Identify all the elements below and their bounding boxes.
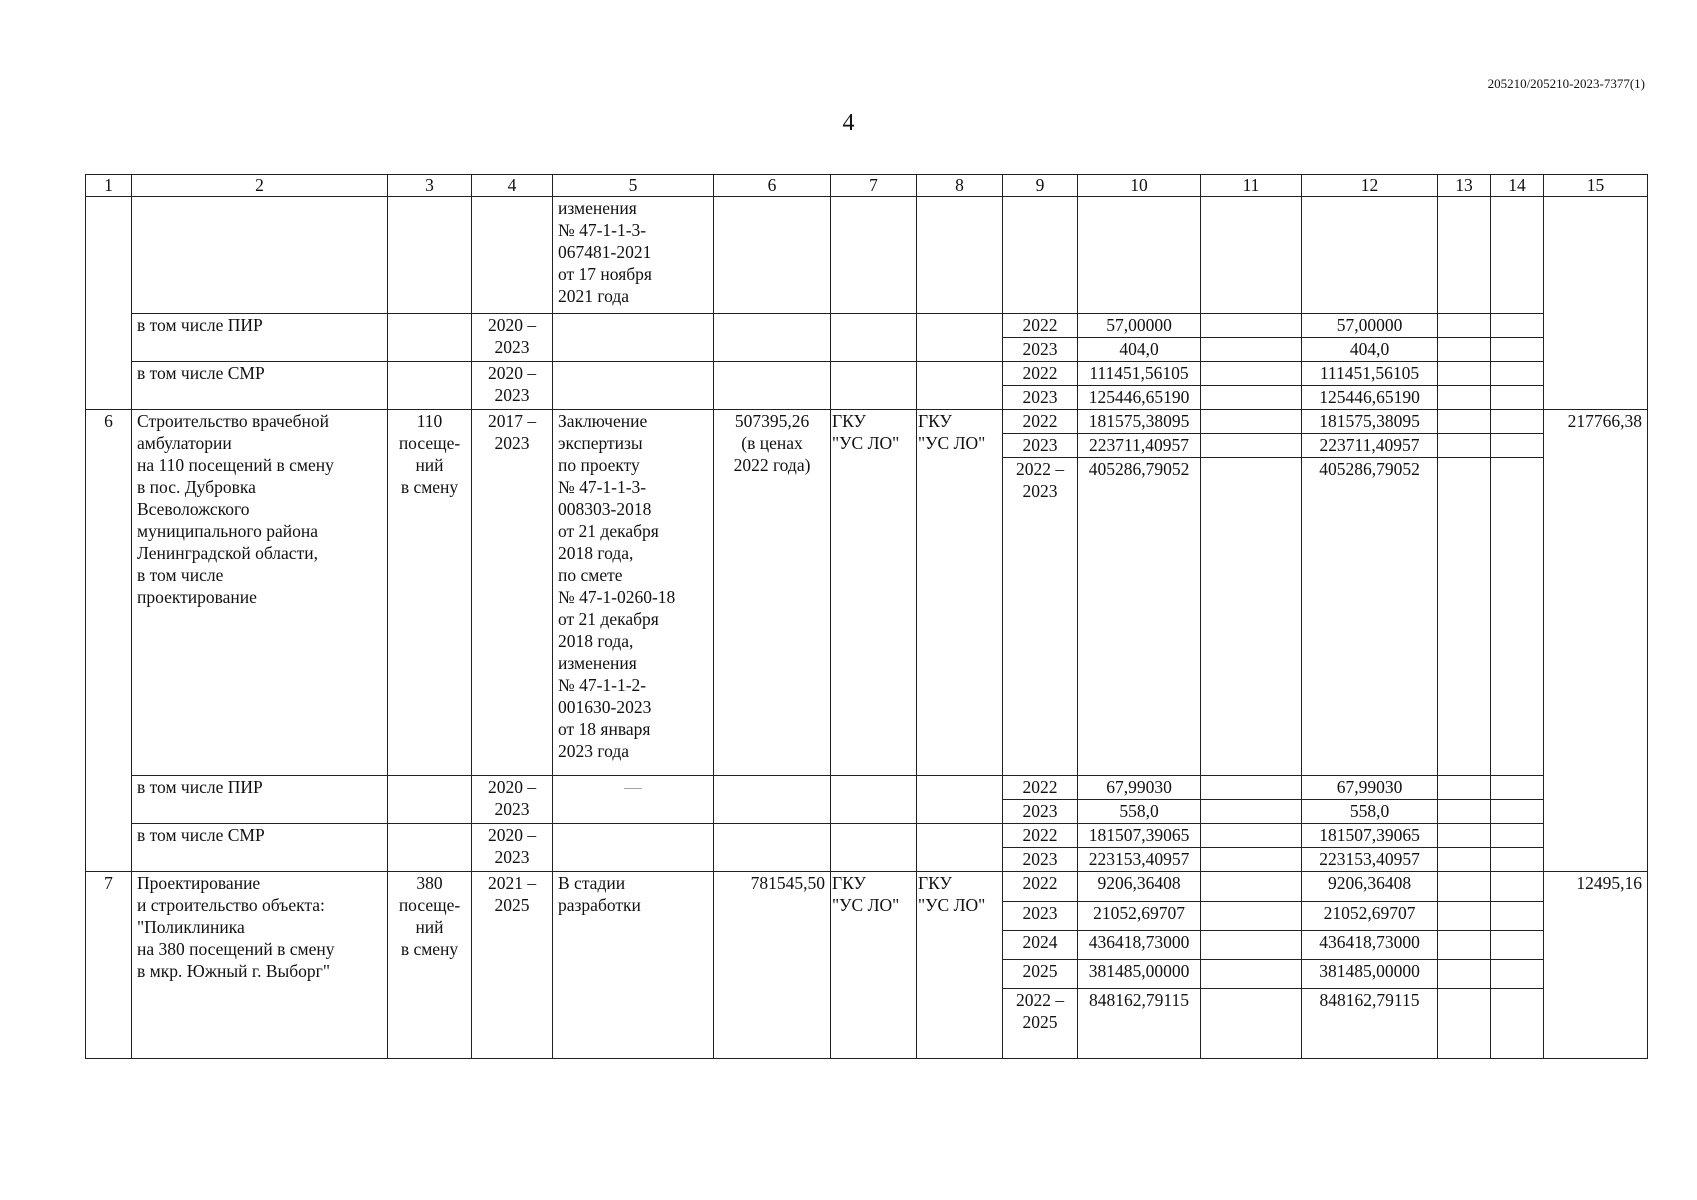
amount: 21052,69707	[1078, 902, 1201, 931]
table-row	[86, 410, 1648, 434]
year: 2022	[1003, 824, 1078, 848]
document-id: 205210/205210-2023-7377(1)	[1487, 76, 1645, 91]
period: 2020 – 2023	[472, 776, 553, 824]
expertise-dash: —	[553, 776, 714, 824]
amount: 21052,69707	[1302, 902, 1438, 931]
col-header-13: 13	[1438, 175, 1491, 197]
year: 2022 – 2025	[1003, 989, 1078, 1059]
object-name: Проектирование и строительство объекта: "Поликлиника на 380 посещений в смену в мкр. Южный г. Выборг"	[132, 872, 388, 1059]
year: 2023	[1003, 434, 1078, 458]
amount: 9206,36408	[1078, 872, 1201, 902]
amount: 181575,38095	[1078, 410, 1201, 434]
row-label: в том числе СМР	[132, 824, 388, 872]
row-number: 6	[86, 410, 132, 872]
amount: 111451,56105	[1078, 362, 1201, 386]
amount: 57,00000	[1078, 314, 1201, 338]
object-name: Строительство врачебной амбулатории на 110 посещений в смену в пос. Дубровка Всеволожского муниципального района Ленинградской области, в том числе проектирование	[132, 410, 388, 776]
amount: 558,0	[1302, 800, 1438, 824]
table-row	[86, 824, 1648, 848]
remaining-cost: 12495,16	[1544, 872, 1648, 1059]
amount: 181507,39065	[1078, 824, 1201, 848]
year: 2023	[1003, 338, 1078, 362]
customer: ГКУ "УС ЛО"	[831, 410, 917, 776]
amount: 67,99030	[1302, 776, 1438, 800]
table-row	[86, 362, 1648, 386]
table-row	[86, 314, 1648, 338]
col-header-11: 11	[1201, 175, 1302, 197]
col-header-15: 15	[1544, 175, 1648, 197]
capacity: 110 посеще- ний в смену	[388, 410, 472, 776]
amount: 67,99030	[1078, 776, 1201, 800]
period: 2017 – 2023	[472, 410, 553, 776]
col-header-1: 1	[86, 175, 132, 197]
amount: 223711,40957	[1078, 434, 1201, 458]
amount: 404,0	[1078, 338, 1201, 362]
period: 2020 – 2023	[472, 362, 553, 410]
estimated-cost: 781545,50	[714, 872, 831, 1059]
period: 2020 – 2023	[472, 824, 553, 872]
col-header-4: 4	[472, 175, 553, 197]
expertise: В стадии разработки	[553, 872, 714, 1059]
col-header-8: 8	[917, 175, 1003, 197]
table-row	[86, 197, 1648, 314]
year: 2022 – 2023	[1003, 458, 1078, 776]
amount: 111451,56105	[1302, 362, 1438, 386]
row-label: в том числе СМР	[132, 362, 388, 410]
year: 2022	[1003, 410, 1078, 434]
table-row	[86, 776, 1648, 800]
col-header-9: 9	[1003, 175, 1078, 197]
investment-table	[85, 174, 1648, 410]
remaining-cost: 217766,38	[1544, 410, 1648, 872]
amount: 848162,79115	[1078, 989, 1201, 1059]
year: 2022	[1003, 872, 1078, 902]
column-number-row	[86, 175, 1648, 197]
year: 2025	[1003, 960, 1078, 989]
col-header-5: 5	[553, 175, 714, 197]
capacity: 380 посеще- ний в смену	[388, 872, 472, 1059]
col-header-3: 3	[388, 175, 472, 197]
page-number: 4	[842, 110, 855, 136]
developer: ГКУ "УС ЛО"	[917, 410, 1003, 776]
customer: ГКУ "УС ЛО"	[831, 872, 917, 1059]
table-row	[86, 872, 1648, 902]
estimated-cost: 507395,26 (в ценах 2022 года)	[714, 410, 831, 776]
amount: 558,0	[1078, 800, 1201, 824]
amount: 9206,36408	[1302, 872, 1438, 902]
col-header-2: 2	[132, 175, 388, 197]
amount: 181507,39065	[1302, 824, 1438, 848]
amount: 223711,40957	[1302, 434, 1438, 458]
period: 2020 – 2023	[472, 314, 553, 362]
expertise-continuation: изменения № 47-1-1-3- 067481-2021 от 17 ноября 2021 года	[553, 197, 714, 314]
col-header-10: 10	[1078, 175, 1201, 197]
amount: 381485,00000	[1078, 960, 1201, 989]
year: 2023	[1003, 386, 1078, 410]
amount: 125446,65190	[1302, 386, 1438, 410]
col-header-7: 7	[831, 175, 917, 197]
amount: 436418,73000	[1302, 931, 1438, 960]
row-label: в том числе ПИР	[132, 776, 388, 824]
amount: 223153,40957	[1078, 848, 1201, 872]
amount: 125446,65190	[1078, 386, 1201, 410]
amount: 436418,73000	[1078, 931, 1201, 960]
col-header-14: 14	[1491, 175, 1544, 197]
amount: 57,00000	[1302, 314, 1438, 338]
amount: 405286,79052	[1078, 458, 1201, 776]
period: 2021 – 2025	[472, 872, 553, 1059]
year: 2023	[1003, 800, 1078, 824]
amount: 848162,79115	[1302, 989, 1438, 1059]
year: 2023	[1003, 848, 1078, 872]
year: 2024	[1003, 931, 1078, 960]
row-number: 7	[86, 872, 132, 1059]
amount: 404,0	[1302, 338, 1438, 362]
amount: 381485,00000	[1302, 960, 1438, 989]
col-header-12: 12	[1302, 175, 1438, 197]
amount: 181575,38095	[1302, 410, 1438, 434]
year: 2022	[1003, 362, 1078, 386]
row-label: в том числе ПИР	[132, 314, 388, 362]
investment-table-objects	[85, 409, 1648, 1059]
year: 2022	[1003, 776, 1078, 800]
year: 2023	[1003, 902, 1078, 931]
year: 2022	[1003, 314, 1078, 338]
amount: 405286,79052	[1302, 458, 1438, 776]
developer: ГКУ "УС ЛО"	[917, 872, 1003, 1059]
expertise: Заключение экспертизы по проекту № 47-1-1-3- 008303-2018 от 21 декабря 2018 года, по смете № 47-1-0260-18 от 21 декабря 2018 года, изменения № 47-1-1-2- 001630-2023 от 18 января 2023 года	[553, 410, 714, 776]
amount: 223153,40957	[1302, 848, 1438, 872]
col-header-6: 6	[714, 175, 831, 197]
